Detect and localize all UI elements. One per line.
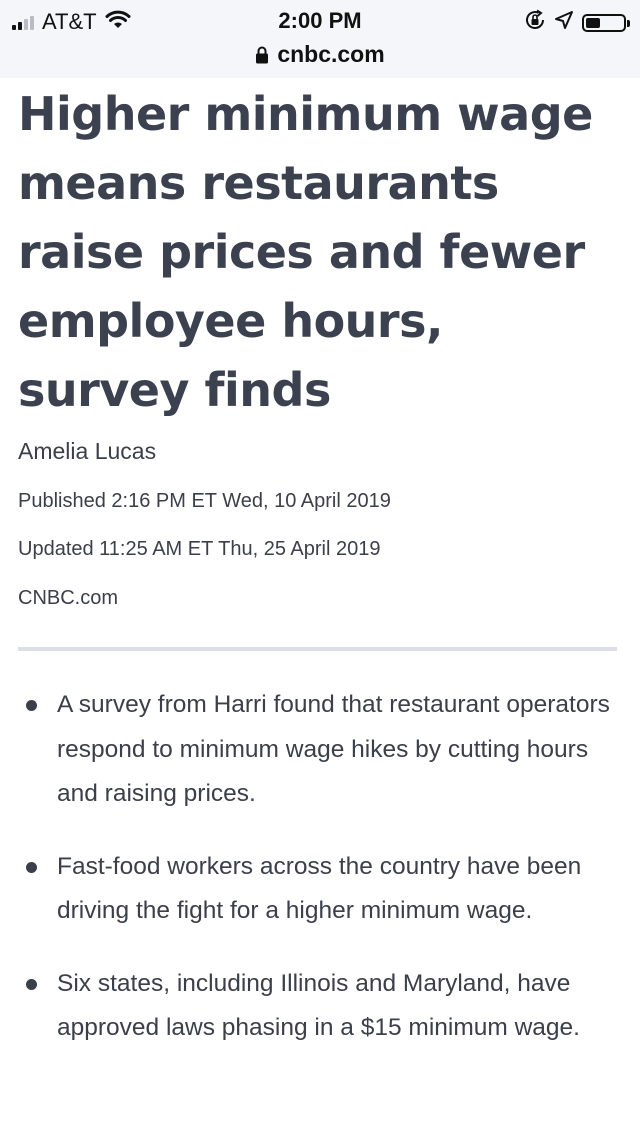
url-text: cnbc.com: [277, 41, 385, 67]
orientation-lock-icon: [524, 9, 546, 36]
divider: [18, 647, 617, 651]
key-points-list: [0, 683, 640, 1079]
key-point: [0, 683, 640, 817]
bullet-icon: [26, 700, 37, 711]
bullet-icon: [26, 862, 37, 873]
battery-icon: [582, 14, 626, 32]
status-bar: [0, 0, 640, 40]
key-point-text: A survey from Harri found that restaurant operators respond to minimum wage hikes by cutting hours and raising prices.: [57, 691, 610, 807]
battery-level: [586, 18, 600, 28]
key-point: [0, 845, 640, 934]
status-icons: [516, 9, 626, 36]
author-link[interactable]: Amelia Lucas: [18, 438, 157, 464]
key-point-text: Six states, including Illinois and Maryland, have approved laws phasing in a $15 minimum wage.: [57, 969, 580, 1041]
key-point-text: Fast-food workers across the country have been driving the fight for a higher minimum wage.: [57, 852, 582, 924]
published-date: Published 2:16 PM ET Wed, 10 April 2019: [18, 490, 391, 512]
bullet-icon: [26, 979, 37, 990]
updated-date: Updated 11:25 AM ET Thu, 25 April 2019: [18, 538, 381, 560]
lock-icon: [255, 46, 269, 64]
article-headline: Higher minimum wage means restaurants raise prices and fewer employee hours, survey finds: [18, 87, 593, 417]
address-field[interactable]: [0, 41, 640, 68]
carrier-name: AT&T: [42, 9, 97, 34]
article-source: CNBC.com: [18, 587, 119, 609]
clock: 2:00 PM: [278, 8, 362, 33]
location-arrow-icon: [554, 10, 574, 35]
key-point: [0, 962, 640, 1051]
